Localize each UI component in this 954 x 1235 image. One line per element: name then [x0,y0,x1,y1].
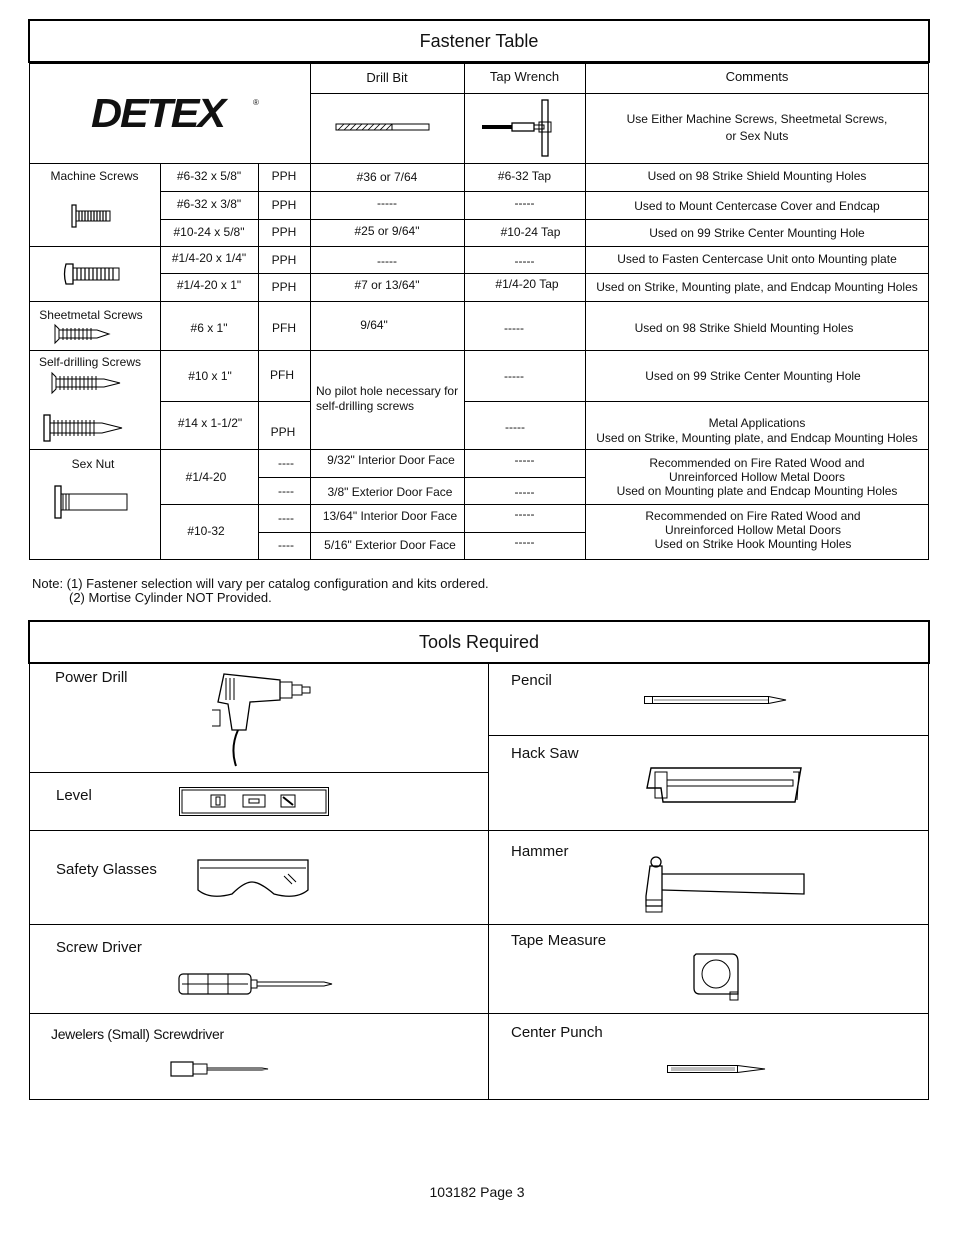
row4-comment: Used to Fasten Centercase Unit onto Mounting plate [617,251,897,266]
sexnut2-comment-line: Used on Strike Hook Mounting Holes [654,537,852,551]
safety-glasses-icon [196,858,310,902]
row7-size: #10 x 1" [188,369,232,383]
row2-size: #6-32 x 3/8" [176,197,242,211]
row4-tap: ----- [514,253,535,268]
sexnut1a-tap: ----- [514,453,535,467]
header-comment-line: or Sex Nuts [725,129,789,143]
row2-head: PPH [271,198,297,212]
header-tap-wrench: Tap Wrench [489,69,560,84]
header-comment-text [585,93,929,163]
level-icon [179,787,329,816]
row3-comment: Used on 99 Strike Center Mounting Hole [649,225,865,240]
row1-comment: Used on 98 Strike Shield Mounting Holes [647,169,867,183]
row3-drill: #25 or 9/64" [354,224,420,238]
row3-head: PPH [271,225,297,239]
row6-head: PFH [272,321,296,335]
fastener-table-title-text: Fastener Table [419,30,539,51]
group-self-drilling-screws: Self-drilling Screws [38,355,142,369]
tools-row-line [29,772,488,773]
row1-size: #6-32 x 5/8" [176,169,242,183]
sexnut2b-tap: ----- [514,535,535,549]
hammer-icon [642,856,806,914]
row6-tap: ----- [504,321,524,335]
note-2: (2) Mortise Cylinder NOT Provided. [69,590,272,605]
row2-drill: ----- [377,196,397,210]
fastener-table-title [28,19,930,63]
detex-logo [91,90,261,136]
sexnut2-size: #10-32 [187,524,225,538]
tools-row-line [29,830,929,831]
sexnut2a-drill: 13/64" Interior Door Face [322,509,458,523]
page-footer: 103182 Page 3 [429,1184,525,1200]
sexnut1b-drill: 3/8" Exterior Door Face [327,484,453,499]
sexnut1-comment [585,449,929,504]
row4-size: #1/4-20 x 1/4" [171,251,247,265]
row7-head: PFH [270,368,294,382]
group-sex-nut: Sex Nut [71,457,115,471]
row5-comment: Used on Strike, Mounting plate, and Endcap Mounting Holes [596,280,918,294]
registered-mark: ® [253,98,259,107]
header-drill-bit: Drill Bit [366,70,408,85]
tool-screw-driver: Screw Driver [56,939,142,956]
tool-jewelers-screwdriver: Jewelers (Small) Screwdriver [51,1026,224,1042]
note-1: Note: (1) Fastener selection will vary per catalog configuration and kits ordered. [32,576,489,591]
row8-size: #14 x 1-1/2" [177,416,243,430]
row3-size: #10-24 x 5/8" [173,225,245,239]
tape-measure-icon [692,950,740,1002]
sexnut1b-tap: ----- [514,484,535,499]
tools-row-line [488,735,929,736]
sex-nut-icon [55,486,129,518]
sexnut1b-head: ---- [278,483,294,498]
tool-tape-measure: Tape Measure [511,932,607,949]
header-comment-line: Use Either Machine Screws, Sheetmetal Screws, [626,112,888,126]
row3-tap: #10-24 Tap [500,225,561,239]
sexnut1a-drill: 9/32" Interior Door Face [327,453,455,467]
row1-drill: #36 or 7/64 [356,170,418,184]
sexnut2-comment [585,504,921,556]
row5-tap: #1/4-20 Tap [495,277,559,291]
selfdrill-note [316,384,464,414]
tools-title-text: Tools Required [418,631,540,652]
group-machine-screws: Machine Screws [50,169,139,183]
sexnut1-comment-line: Unreinforced Hollow Metal Doors [668,469,846,484]
sexnut2b-head: ---- [278,538,294,552]
machine-screw-icon [72,203,112,229]
row1-tap: #6-32 Tap [497,169,552,183]
tool-hammer: Hammer [511,843,569,860]
row5-head: PPH [271,280,297,294]
row6-size: #6 x 1" [190,321,228,335]
tool-hack-saw: Hack Saw [511,745,579,762]
sexnut2-comment-line: Recommended on Fire Rated Wood and [645,509,861,523]
tools-col-line [488,663,489,1100]
sexnut2b-drill: 5/16" Exterior Door Face [324,538,456,552]
pencil-icon [644,695,788,705]
group-sheetmetal-screws: Sheetmetal Screws [39,308,143,322]
row6-comment: Used on 98 Strike Shield Mounting Holes [634,321,854,335]
row2-comment: Used to Mount Centercase Cover and Endcap [634,199,880,213]
sexnut2-comment-line: Unreinforced Hollow Metal Doors [664,523,842,537]
row7-comment: Used on 99 Strike Center Mounting Hole [645,368,861,383]
row4-drill: ----- [377,253,397,268]
self-drilling-screw-icon [52,373,122,393]
tools-row-line [29,924,929,925]
header-comments: Comments [725,69,789,84]
selfdrill-note-line: self-drilling screws [316,399,415,413]
row8-comment-line: Metal Applications [708,416,806,430]
row8-head: PPH [270,425,296,439]
notes [32,577,489,605]
row8-comment [585,409,929,453]
drill-bit-icon [336,122,432,132]
center-punch-icon [667,1064,767,1074]
selfdrill-note-line: No pilot hole necessary for [316,384,459,398]
tool-safety-glasses: Safety Glasses [56,861,157,878]
row8-tap: ----- [505,420,525,434]
sexnut1-comment-line: Recommended on Fire Rated Wood and [649,455,865,470]
sexnut1a-head: ---- [278,456,294,470]
row6-drill: 9/64" [360,318,388,332]
power-drill-icon [210,670,314,768]
detex-logo-text: DETEX [91,90,225,136]
row2-tap: ----- [514,196,535,210]
row5-drill: #7 or 13/64" [354,278,420,292]
pan-head-screw-icon [63,262,121,286]
sexnut1-comment-line: Used on Mounting plate and Endcap Mounting Holes [616,483,898,498]
tools-row-line [29,1013,929,1014]
tool-pencil: Pencil [511,672,552,689]
self-drilling-screw-large-icon [44,415,124,441]
tool-power-drill: Power Drill [55,669,128,686]
row4-head: PPH [271,252,297,267]
sexnut2a-head: ---- [278,511,294,525]
row5-size: #1/4-20 x 1" [176,278,242,292]
row1-head: PPH [271,169,297,183]
hack-saw-icon [645,766,805,806]
sheetmetal-screw-icon [55,325,111,343]
tap-wrench-icon [480,98,560,158]
jewelers-screwdriver-icon [170,1060,270,1078]
sexnut1-size: #1/4-20 [185,469,227,484]
screwdriver-icon [178,973,334,995]
row8-comment-line: Used on Strike, Mounting plate, and Endcap Mounting Holes [596,431,918,445]
tool-center-punch: Center Punch [511,1024,603,1041]
sexnut2a-tap: ----- [514,507,535,521]
tools-title [28,620,930,664]
tool-level: Level [56,787,92,804]
row7-tap: ----- [504,368,524,383]
